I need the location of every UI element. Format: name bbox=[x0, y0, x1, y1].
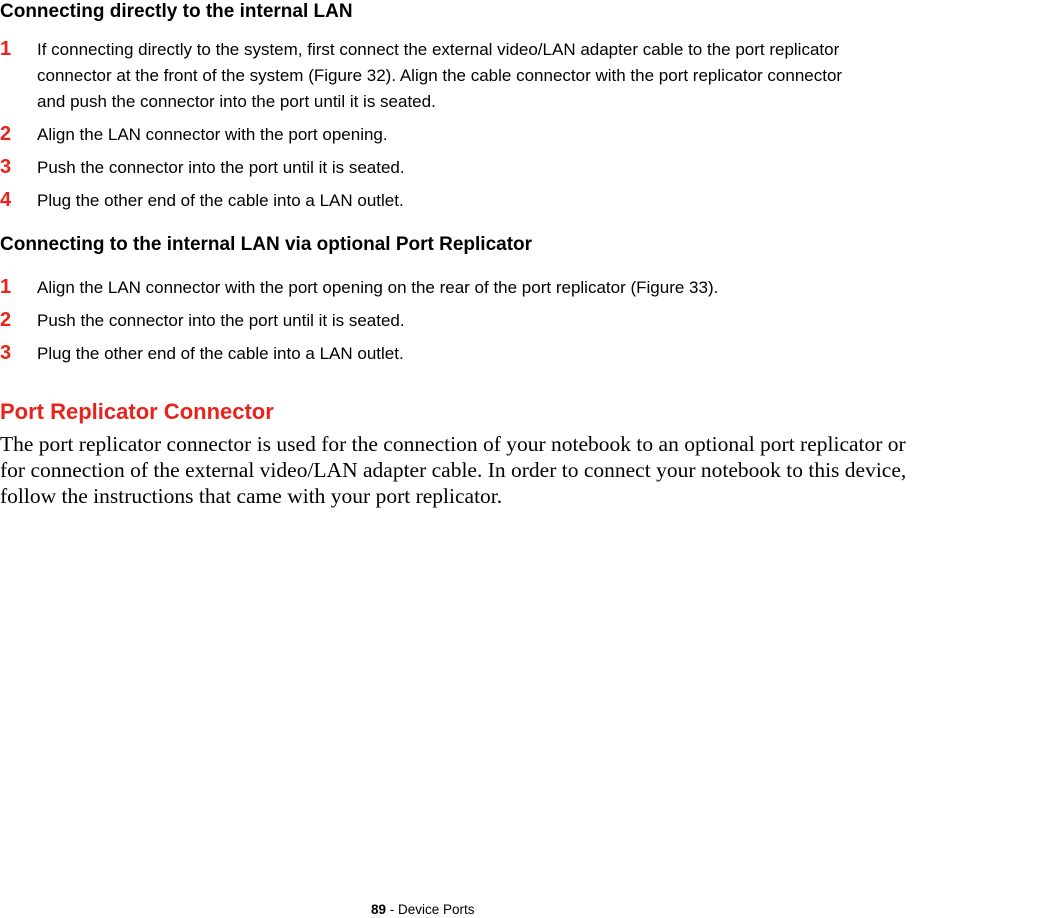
step-text bbox=[37, 37, 1039, 115]
step-number: 3 bbox=[0, 156, 12, 178]
step-text-line: Push the connector into the port until it is seated. bbox=[37, 158, 405, 177]
step-number: 1 bbox=[0, 276, 12, 298]
step-text-line: Align the LAN connector with the port opening on the rear of the port replicator (Figure 33). bbox=[37, 278, 719, 297]
step-number: 2 bbox=[0, 309, 12, 331]
step-text bbox=[37, 122, 1039, 148]
step-text bbox=[37, 308, 1039, 334]
step-item bbox=[0, 188, 1039, 214]
step-item bbox=[0, 37, 1039, 115]
step-text-line: Plug the other end of the cable into a LAN outlet. bbox=[37, 344, 404, 363]
subheading-direct-lan: Connecting directly to the internal LAN bbox=[0, 1, 353, 22]
step-item bbox=[0, 275, 1039, 301]
step-text bbox=[37, 188, 1039, 214]
body-line: The port replicator connector is used for the connection of your notebook to an optional port replicator or bbox=[0, 432, 906, 456]
subheading-replicator-lan: Connecting to the internal LAN via optional Port Replicator bbox=[0, 234, 533, 255]
steps-replicator-lan bbox=[0, 275, 1039, 374]
body-line: follow the instructions that came with your port replicator. bbox=[0, 484, 503, 508]
step-text-line: Align the LAN connector with the port opening. bbox=[37, 125, 388, 144]
page-footer bbox=[371, 902, 475, 918]
step-text-line: Plug the other end of the cable into a LAN outlet. bbox=[37, 191, 404, 210]
step-item bbox=[0, 341, 1039, 367]
step-text-line: and push the connector into the port until it is seated. bbox=[37, 92, 436, 111]
step-text-line: connector at the front of the system (Figure 32). Align the cable connector with the port replicator connector bbox=[37, 66, 843, 85]
step-number: 3 bbox=[0, 342, 12, 364]
body-line: for connection of the external video/LAN adapter cable. In order to connect your notebook to this device, bbox=[0, 458, 907, 482]
step-number: 4 bbox=[0, 189, 12, 211]
step-text bbox=[37, 275, 1039, 301]
step-text-line: Push the connector into the port until it is seated. bbox=[37, 311, 405, 330]
step-item bbox=[0, 155, 1039, 181]
step-number: 2 bbox=[0, 123, 12, 145]
footer-section-name: Device Ports bbox=[398, 902, 475, 917]
footer-separator: - bbox=[386, 902, 399, 917]
step-text-line: If connecting directly to the system, first connect the external video/LAN adapter cable to the port replicator bbox=[37, 40, 840, 59]
step-text bbox=[37, 341, 1039, 367]
step-text bbox=[37, 155, 1039, 181]
steps-direct-lan bbox=[0, 37, 1039, 221]
step-item bbox=[0, 122, 1039, 148]
step-item bbox=[0, 308, 1039, 334]
section-title: Port Replicator Connector bbox=[0, 399, 274, 424]
page-number: 89 bbox=[371, 902, 387, 917]
section-body bbox=[0, 431, 1039, 509]
step-number: 1 bbox=[0, 38, 12, 60]
